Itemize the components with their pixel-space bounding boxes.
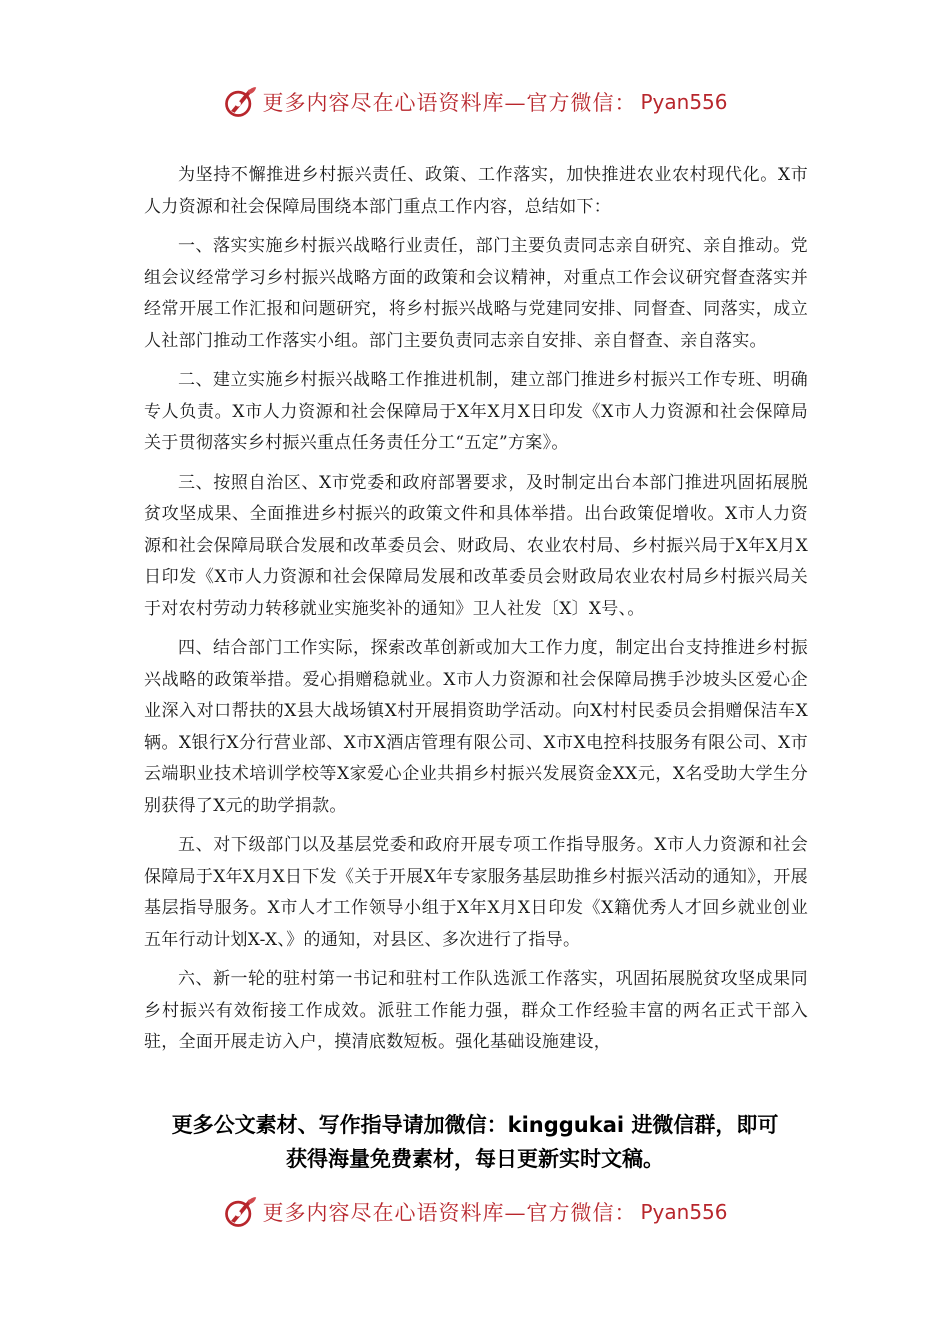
document-body [144, 160, 808, 1067]
watermark-text: 更多内容尽在心语资料库—官方微信： [262, 91, 637, 115]
promo-line-2: 获得海量免费素材，每日更新实时文稿。 [286, 1147, 664, 1171]
paragraph-1: 一、落实实施乡村振兴战略行业责任，部门主要负责同志亲自研究、亲自推动。党组会议经常学习乡村振兴战略方面的政策和会议精神，对重点工作会议研究督查落实并经常开展工作汇报和问题研究，将乡村振兴战略与党建同安排、同督查、同落实，成立人社部门推动工作落实小组。部门主要负责同志亲自安排、亲自督查、亲自落实。 [144, 236, 808, 351]
paragraph-intro: 为坚持不懈推进乡村振兴责任、政策、工作落实，加快推进农业农村现代化。X市人力资源和社会保障局围绕本部门重点工作内容，总结如下： [144, 165, 808, 217]
paragraph-6: 六、新一轮的驻村第一书记和驻村工作队选派工作落实，巩固拓展脱贫攻坚成果同乡村振兴有效衔接工作成效。派驻工作能力强，群众工作经验丰富的两名正式干部入驻，全面开展走访入户，摸清底数短板。强化基础设施建设， [144, 969, 808, 1052]
quill-logo-icon [222, 84, 258, 120]
promo-banner [100, 1108, 850, 1176]
paragraph-4: 四、结合部门工作实际，探索改革创新或加大工作力度，制定出台支持推进乡村振兴战略的政策举措。爱心捐赠稳就业。X市人力资源和社会保障局携手沙坡头区爱心企业深入对口帮扶的X县大战场镇X村开展捐资助学活动。向X村村民委员会捐赠保洁车X辆。X银行X分行营业部、X市X酒店管理有限公司、X市X电控科技服务有限公司、X市云端职业技术培训学校等X家爱心企业共捐乡村振兴发展资金XX元，X名受助大学生分别获得了X元的助学捐款。 [144, 638, 808, 816]
promo-line-1: 更多公文素材、写作指导请加微信：kinggukai 进微信群，即可 [171, 1113, 779, 1137]
watermark-text: 更多内容尽在心语资料库—官方微信： [262, 1201, 637, 1225]
watermark-wechat-id: Pyan556 [640, 1200, 728, 1224]
paragraph-2: 二、建立实施乡村振兴战略工作推进机制，建立部门推进乡村振兴工作专班、明确专人负责。X市人力资源和社会保障局于X年X月X日印发《X市人力资源和社会保障局关于贯彻落实乡村振兴重点任务责任分工“五定”方案》。 [144, 370, 808, 453]
paragraph-3: 三、按照自治区、X市党委和政府部署要求，及时制定出台本部门推进巩固拓展脱贫攻坚成果、全面推进乡村振兴的政策文件和具体举措。出台政策促增收。X市人力资源和社会保障局联合发展和改革委员会、财政局、农业农村局、乡村振兴局于X年X月X日印发《X市人力资源和社会保障局发展和改革委员会财政局农业农村局乡村振兴局关于对农村劳动力转移就业实施奖补的通知》卫人社发〔X〕X号、。 [144, 472, 808, 619]
watermark-wechat-id: Pyan556 [640, 90, 728, 114]
paragraph-5: 五、对下级部门以及基层党委和政府开展专项工作指导服务。X市人力资源和社会保障局于X年X月X日下发《关于开展X年专家服务基层助推乡村振兴活动的通知》，开展基层指导服务。X市人才工作领导小组于X年X月X日印发《X籍优秀人才回乡就业创业五年行动计划X-X、》的通知，对县区、多次进行了指导。 [144, 835, 808, 950]
header-watermark [0, 82, 950, 122]
quill-logo-icon [222, 1194, 258, 1230]
footer-watermark [0, 1192, 950, 1232]
